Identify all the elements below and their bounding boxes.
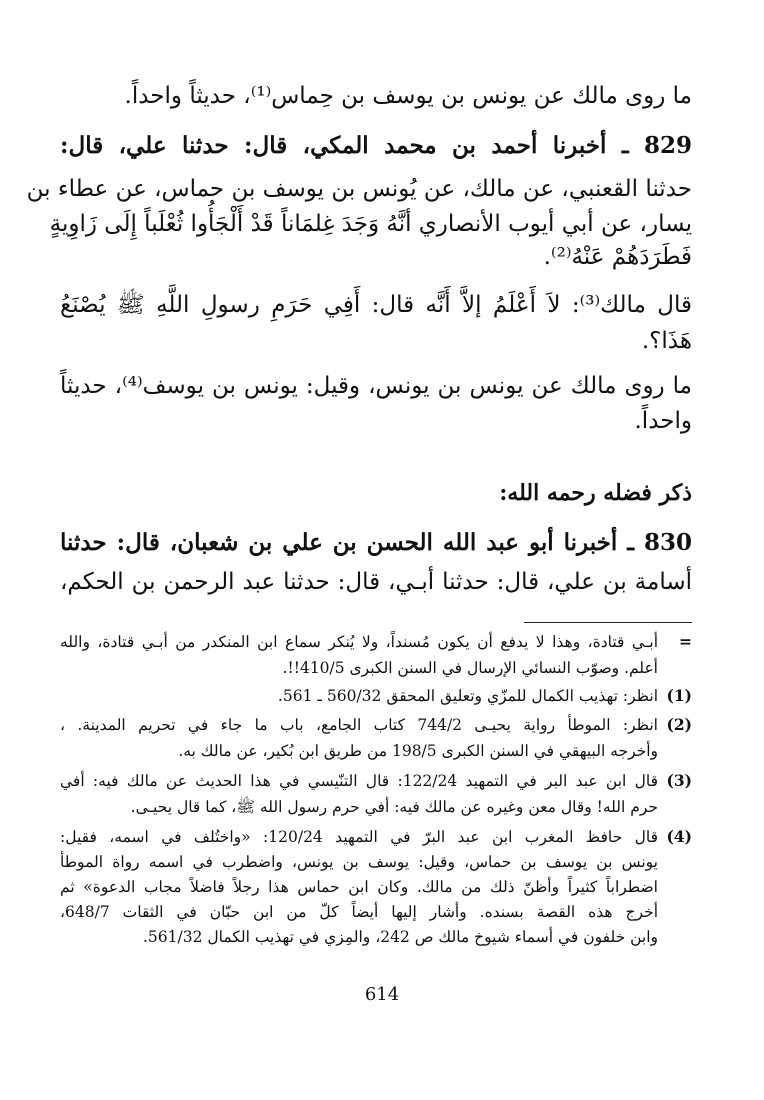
paragraph-line: واحداً.: [634, 408, 692, 434]
footnote-line: أبـي قتادة، وهذا لا يدفع أن يكون مُسنداً، ولا يُنكر سماع ابن المنكدر من أبـي قتادة، والله: [60, 633, 658, 651]
paragraph-line: حدثنا القعنبي، عن مالك، عن يُونس بن يوسف بن حماس، عن عطاء بن: [26, 176, 692, 202]
hadith-829-line: 829 ـ أخبرنا أحمد بن محمد المكي، قال: حدثنا علي، قال:: [60, 132, 692, 159]
page-number: 614: [364, 984, 400, 1005]
footnote-marker: (3): [666, 771, 692, 790]
hadith-830-line: 830 ـ أخبرنا أبو عبد الله الحسن بن علي بن شعبان، قال: حدثنا: [60, 529, 692, 556]
paragraph-line: ما روى مالك عن يونس بن يوسف بن حِماس⁽¹⁾، حديثاً واحداً.: [124, 83, 692, 109]
footnote-line: حرم الله! وقال معن وغيره عن مالك فيه: أفي حرم رسول الله ﷺ، كما قال يحيـى.: [130, 798, 658, 816]
footnote-marker: (2): [666, 715, 692, 734]
footnote-line: اضطراباً كثيراً وأظنّ ذلك من مالك. وكان ابن حماس هذا رجلاً فاضلاً مجاب الدعوة» ثم: [60, 878, 658, 896]
footnote-line: أخرج هذه القصة بسنده. وأشار إليها أيضاً كلّ من ابن حبّان في الثقات 648/7،: [60, 903, 658, 921]
footnote-line: وأخرجه البيهقي في السنن الكبرى 198/5 من طريق ابن بُكير، عن مالك به.: [178, 742, 658, 760]
footnote-line: قال حافظ المغرب ابن عبد البرّ في التمهيد 120/24: «واختُلف في اسمه، فقيل:: [60, 828, 658, 846]
paragraph-line: قال مالك⁽³⁾: لاَ أَعْلَمُ إلاَّ أَنَّه قال: أَفِي حَرَمِ رسولِ اللَّهِ ﷺ يُصْنَعُ: [60, 292, 692, 318]
paragraph-line: ما روى مالك عن يونس بن يونس، وقيل: يونس بن يوسف⁽⁴⁾، حديثاً: [60, 373, 692, 399]
footnote-marker: =: [679, 632, 692, 651]
footnote-line: انظر: تهذيب الكمال للمزّي وتعليق المحقق 560/32 ـ 561.: [277, 687, 658, 705]
paragraph-line: أسامة بن علي، قال: حدثنا أبـي، قال: حدثنا عبد الرحمن بن الحكم،: [60, 569, 692, 595]
section-heading: ذكر فضله رحمه الله:: [499, 480, 692, 506]
footnote-marker: (4): [666, 827, 692, 846]
paragraph-line: هَذَا؟.: [641, 328, 692, 354]
footnote-line: وابن خلفون في أسماء شيوخ مالك ص 242، والمِزي في تهذيب الكمال 561/32.: [142, 928, 658, 946]
footnote-marker: (1): [666, 686, 692, 705]
footnote-separator: [524, 622, 692, 623]
footnote-line: أعلم. وصوّب النسائي الإرسال في السنن الكبرى 410/5!!.: [282, 659, 658, 677]
paragraph-line: فَطَرَدَهُمْ عَنْهُ⁽²⁾.: [543, 244, 692, 270]
footnote-line: يونس بن يوسف بن حماس، وقيل: يوسف بن يونس، واضطرب في اسمه رواة الموطأ: [60, 853, 658, 871]
footnote-line: قال ابن عبد البر في التمهيد 122/24: قال التنّيسي في هذا الحديث عن مالك فيه: أفي: [60, 772, 658, 790]
paragraph-line: يسار، عن أبي أيوب الأنصاري أنَّهُ وَجَدَ غِلمَاناً قَدْ أَلْجَأُوا ثُعْلَباً إِلَى زَاوِيةٍ: [49, 211, 692, 237]
footnote-line: انظر: الموطأ رواية يحيـى 744/2 كتاب الجامع، باب ما جاء في تحريم المدينة. ،: [60, 716, 658, 734]
